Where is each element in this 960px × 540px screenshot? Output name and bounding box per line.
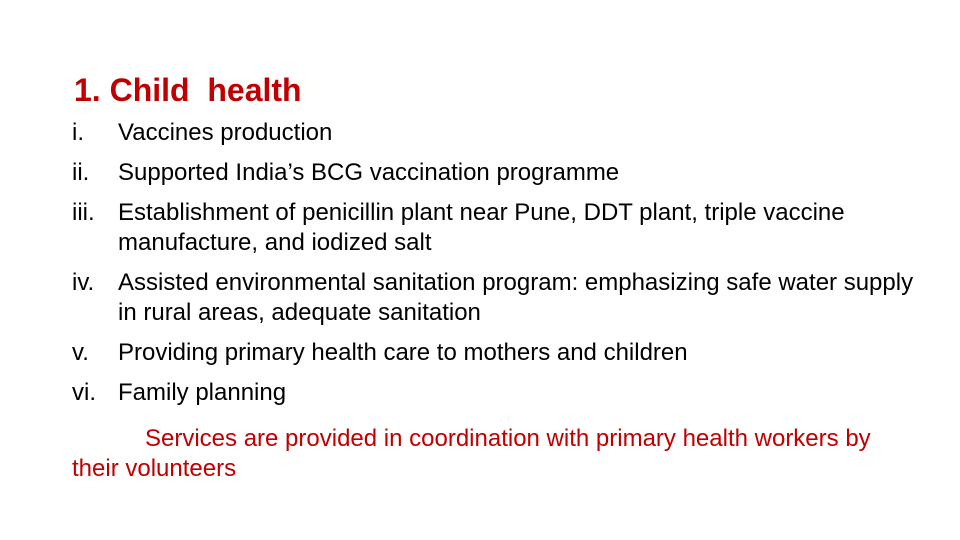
list-item (72, 338, 932, 368)
footer-note: Services are provided in coordination with primary health workers by their volunteers (72, 425, 871, 482)
item-text: Vaccines production (118, 119, 333, 146)
list-item (72, 378, 932, 408)
item-text: Supported India’s BCG vaccination programme (118, 159, 620, 186)
item-number: iii. (72, 199, 95, 226)
item-number: iv. (72, 269, 95, 296)
item-number: v. (72, 339, 89, 366)
bullet-list (72, 118, 932, 418)
slide-title: 1. Child health (74, 72, 302, 108)
item-number: vi. (72, 379, 96, 406)
list-item (72, 268, 932, 328)
item-text: Providing primary health care to mothers and children (118, 339, 688, 366)
item-text: Establishment of penicillin plant near Pune, DDT plant, triple vaccine manufacture, and iodized salt (118, 199, 845, 256)
item-text: Assisted environmental sanitation program: emphasizing safe water supply in rural areas, adequate sanitation (118, 269, 914, 326)
list-item (72, 118, 932, 148)
item-text: Family planning (118, 379, 287, 406)
list-item (72, 158, 932, 188)
item-number: ii. (72, 159, 90, 186)
item-number: i. (72, 119, 84, 146)
list-item (72, 198, 932, 258)
